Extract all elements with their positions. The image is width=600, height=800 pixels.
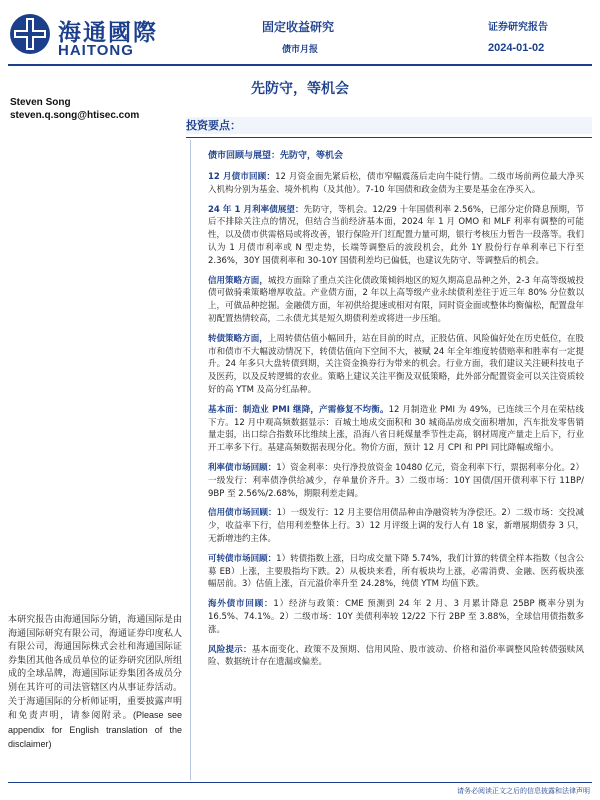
summary-paragraph [208, 644, 584, 670]
summary-paragraph [208, 333, 584, 397]
paragraph-list [208, 171, 584, 669]
paragraph-lead: 信用策略方面， [208, 275, 268, 286]
paragraph-lead: 风险提示： [208, 644, 252, 655]
paragraph-body: 1）经济与政策：CME 预测到 24 年 2 月、3 月累计降息 25BP 概率分别为 16.5%、74.1%。2）二级市场：10Y 美债利率较 12/22 下行 2BP 至 3.88%，全球信用债指数多涨。 [208, 599, 584, 635]
report-subcategory: 债市月报 [282, 45, 319, 55]
paragraph-lead: 基本面：制造业 PMI 继降，产需修复不均衡。 [208, 404, 389, 415]
paragraph-lead: 可转债市场回顾： [208, 553, 277, 564]
haitong-logo-icon [8, 12, 52, 56]
paragraph-lead: 转债策略方面， [208, 333, 268, 344]
paragraph-lead: 利率债市场回顾： [208, 462, 277, 473]
company-logo [8, 12, 188, 60]
paragraph-body: 基本面变化、政策不及预期、信用风险、股市波动、价格和溢价率调整风险转债强赎风险、数据统计存在遗漏或偏差。 [208, 644, 584, 668]
summary-divider [186, 137, 592, 138]
paragraph-body: 先防守，等机会。12/29 十年国债利率 2.56%，已部分定价降息预期，节后不排除关注点的情况，但结合当前经济基本面，2024 年 1 月 OMO 和 MLF 利率有调整的可能性，以及债市供需格局或将改善，银行保险开门红配置力量可期，银行考核压力暂告一段落等。我们认为 1 月债市利率或 N 型走势，长端等调整后的波段机会，此外 1Y 股份行存单利率已下行至 2.36%，30Y 国债利率和 30-10Y 国债利差均已偏低，也建议先防守、等调整后的机会。 [208, 204, 585, 266]
footer-divider [8, 782, 592, 783]
summary-paragraph [208, 598, 584, 636]
summary-heading: 投资要点： [186, 117, 592, 134]
paragraph-body: 1）一级发行：12 月主要信用债品种由净融资转为净偿还。2）二级市场：交投减少，收益率下行，信用利差整体上行。3）12 月评级上调的发行人有 18 家，新增展期债券 3 只，无新增违约主体。 [208, 508, 584, 544]
disclaimer-en: (Please see appendix for English translation of the disclaimer) [8, 710, 182, 750]
author-name: Steven Song [10, 97, 71, 108]
paragraph-body: 1）转债指数上涨，日均成交量下降 5.74%，我们计算的转债全样本指数（包含公募 EB）上涨，主要股指均下跌。2）从板块来看，所有板块均上涨，必需消费、金融、医药板块涨幅居前。3）估值上涨，百元溢价率升至 24.28%，纯债 YTM 均值下跌。 [208, 553, 584, 590]
footer-note: 请务必阅读正文之后的信息披露和法律声明 [457, 787, 590, 795]
summary-paragraph [208, 553, 584, 591]
summary-paragraph [208, 275, 584, 326]
report-title: 先防守，等机会 [251, 81, 349, 97]
paragraph-body: 12 月资金面先紧后松，债市窄幅震荡后走向牛陡行情。二级市场前两位最大净买入机构分别为基金、境外机构（及其他）。7-10 年国债和政金债为主要是基金在净买入。 [208, 172, 584, 195]
paragraph-lead: 12 月债市回顾： [208, 172, 276, 182]
author-email[interactable]: steven.q.song@htisec.com [10, 110, 140, 121]
disclaimer [8, 614, 182, 753]
logo-english-text: HAITONG [58, 42, 134, 59]
paragraph-body: 12 月制造业 PMI 为 49%，已连续三个月在荣枯线下方。12 月中观高频数据显示：百城土地成交面积和 30 城商品房成交面积增加，汽车批发零售销量走弱，出口综合指数环比维续上涨，沿海八省日耗煤量季节性走高，钢材周度产量走上后下，行业开工率多下行。基建高频数据表现分化。物价方面，预计 12 月 CPI 和 PPI 同比降幅或缩小。 [208, 404, 584, 454]
logo-chinese-text: 海通國際 [58, 20, 158, 46]
paragraph-body: 城投方面除了重点关注化债政策倾斜地区的短久期高息品种之外，2-3 年高等级城投债可做骑乘策略增厚收益。产业债方面，2 年以上高等级产业永续债利差往于近三年 80% 分位数以上，可做品种挖掘。金融债方面，年初供给提速或相对有限，同时资金面或整体均衡偏松，配置盘年初配置热情较高，二永债尤其是短久期债利差或将进一步压缩。 [208, 275, 584, 324]
paragraph-lead: 24 年 1 月利率债展望： [208, 204, 304, 215]
report-category: 固定收益研究 [262, 20, 335, 34]
report-type: 证券研究报告 [488, 22, 548, 33]
header-divider [8, 64, 592, 66]
summary-paragraph [208, 507, 584, 545]
report-date: 2024-01-02 [488, 42, 545, 54]
summary-content [208, 148, 584, 676]
summary-paragraph [208, 462, 584, 500]
paragraph-lead: 信用债市场回顾： [208, 508, 277, 519]
paragraph-body: 1）资金利率：央行净投放资金 10480 亿元，资金利率下行，票据利率分化。2）一级发行：利率债净供给减少，存单量价齐升。3）二级市场：10Y 国债/国开债利率下行 11BP/ 9BP 至 2.56%/2.68%，期限利差走阔。 [208, 462, 584, 499]
author-block [10, 96, 139, 122]
disclaimer-cn: 本研究报告由海通国际分销，海通国际是由海通国际研究有限公司，海通证券印度私人有限公司，海通国际株式会社和海通国际证券集团其他各成员单位的证券研究团队所组成的全球品牌，海通国际证券集团各成员分别在其许可的司法管辖区内从事证券活动。关于海通国际的分析师证明，重要披露声明和免责声明，请参阅附录。 [8, 615, 182, 722]
section-heading: 债市回顾与展望：先防守，等机会 [208, 151, 344, 161]
column-divider [190, 140, 191, 780]
paragraph-lead: 海外债市回顾： [208, 599, 274, 610]
summary-paragraph [208, 171, 584, 197]
summary-paragraph [208, 204, 584, 268]
summary-paragraph [208, 404, 584, 455]
paragraph-body: 上周转债估值小幅回升，站在目前的时点，正股估值、风险偏好处在历史低位，在股市和债市不大幅波动情况下，转债估值向下空间不大，被赋 24 年全年维度转债赔率和胜率有一定提升。24 年多只大盘转债到期，关注资金换券行为带来的机会。行业方面，我们建议关注硬科技电子及医药，以及反转逻辑的农业。策略上建议关注平衡及双低策略，此外部分配置资金可以关注资质较好的高 YTM 及高分红品种。 [208, 333, 584, 395]
